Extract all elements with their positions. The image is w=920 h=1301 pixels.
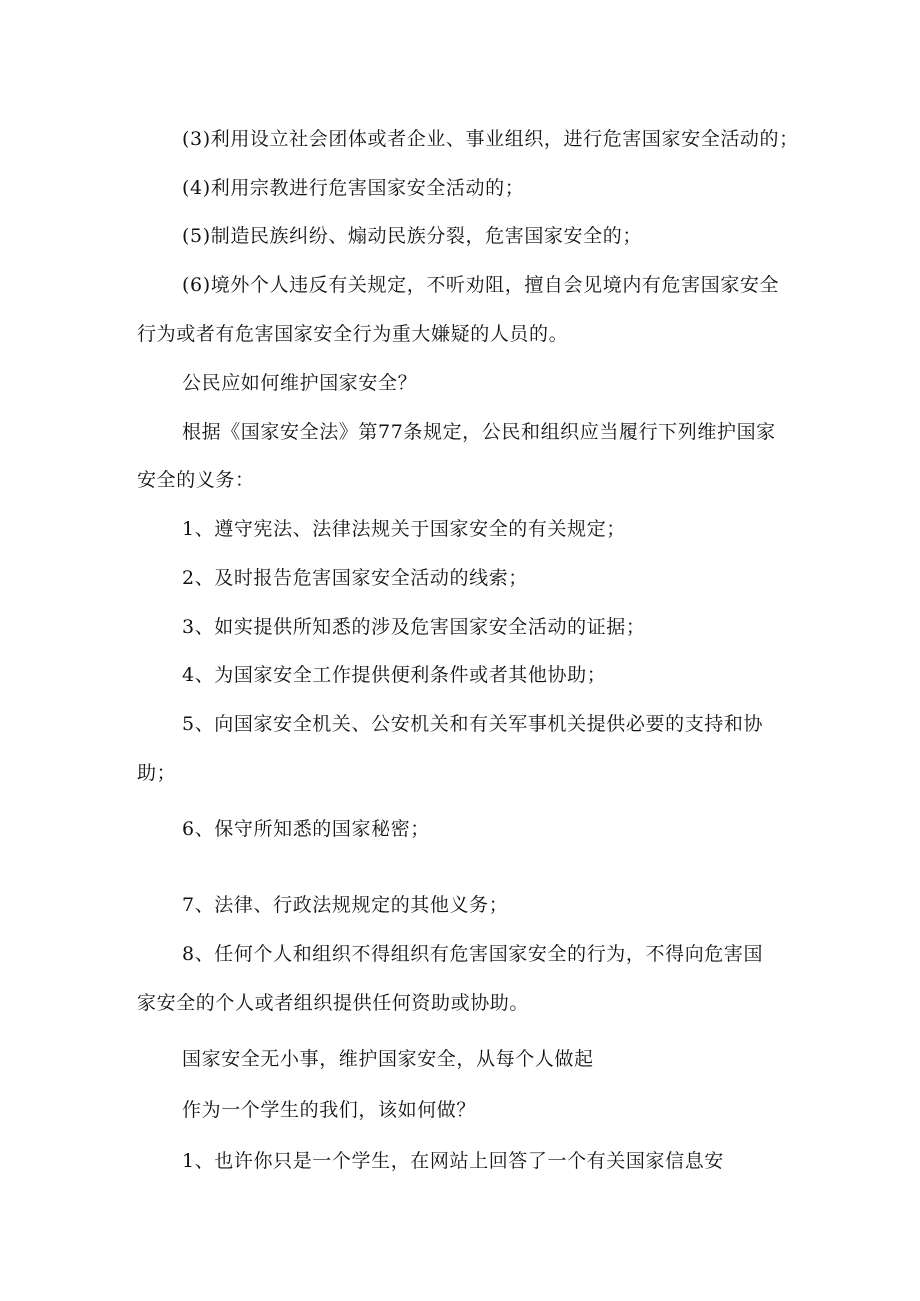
paragraph-item-3: (3)利用设立社会团体或者企业、事业组织，进行危害国家安全活动的； (182, 128, 799, 150)
duty-item-8-line-2: 家安全的个人或者组织提供任何资助或协助。 (137, 992, 530, 1014)
duty-item-6: 6、保守所知悉的国家秘密； (182, 818, 430, 840)
duty-item-4: 4、为国家安全工作提供便利条件或者其他协助； (182, 664, 607, 686)
law-intro-line-1: 根据《国家安全法》第77条规定，公民和组织应当履行下列维护国家 (182, 421, 776, 443)
duty-item-1: 1、遵守宪法、法律法规关于国家安全的有关规定； (182, 518, 626, 540)
duty-item-8-line-1: 8、任何个人和组织不得组织有危害国家安全的行为，不得向危害国 (182, 943, 764, 965)
paragraph-item-6-line-2: 行为或者有危害国家安全行为重大嫌疑的人员的。 (137, 323, 569, 345)
law-intro-line-2: 安全的义务： (137, 469, 255, 491)
duty-item-2: 2、及时报告危害国家安全活动的线索； (182, 567, 528, 589)
paragraph-item-6-line-1: (6)境外个人违反有关规定，不听劝阻，擅自会见境内有危害国家安全 (182, 274, 780, 296)
paragraph-item-4: (4)利用宗教进行危害国家安全活动的； (182, 177, 525, 199)
duty-item-5-line-2: 助； (137, 762, 177, 784)
duty-item-3: 3、如实提供所知悉的涉及危害国家安全活动的证据； (182, 616, 646, 638)
paragraph-item-5: (5)制造民族纠纷、煽动民族分裂，危害国家安全的； (182, 225, 642, 247)
duty-item-5-line-1: 5、向国家安全机关、公安机关和有关军事机关提供必要的支持和协 (182, 713, 764, 735)
section-question: 公民应如何维护国家安全？ (182, 372, 418, 394)
duty-item-7: 7、法律、行政法规规定的其他义务； (182, 894, 509, 916)
student-item-1: 1、也许你只是一个学生，在网站上回答了一个有关国家信息安 (182, 1150, 724, 1172)
slogan-line: 国家安全无小事，维护国家安全，从每个人做起 (182, 1048, 594, 1070)
student-question: 作为一个学生的我们，该如何做？ (182, 1099, 477, 1121)
